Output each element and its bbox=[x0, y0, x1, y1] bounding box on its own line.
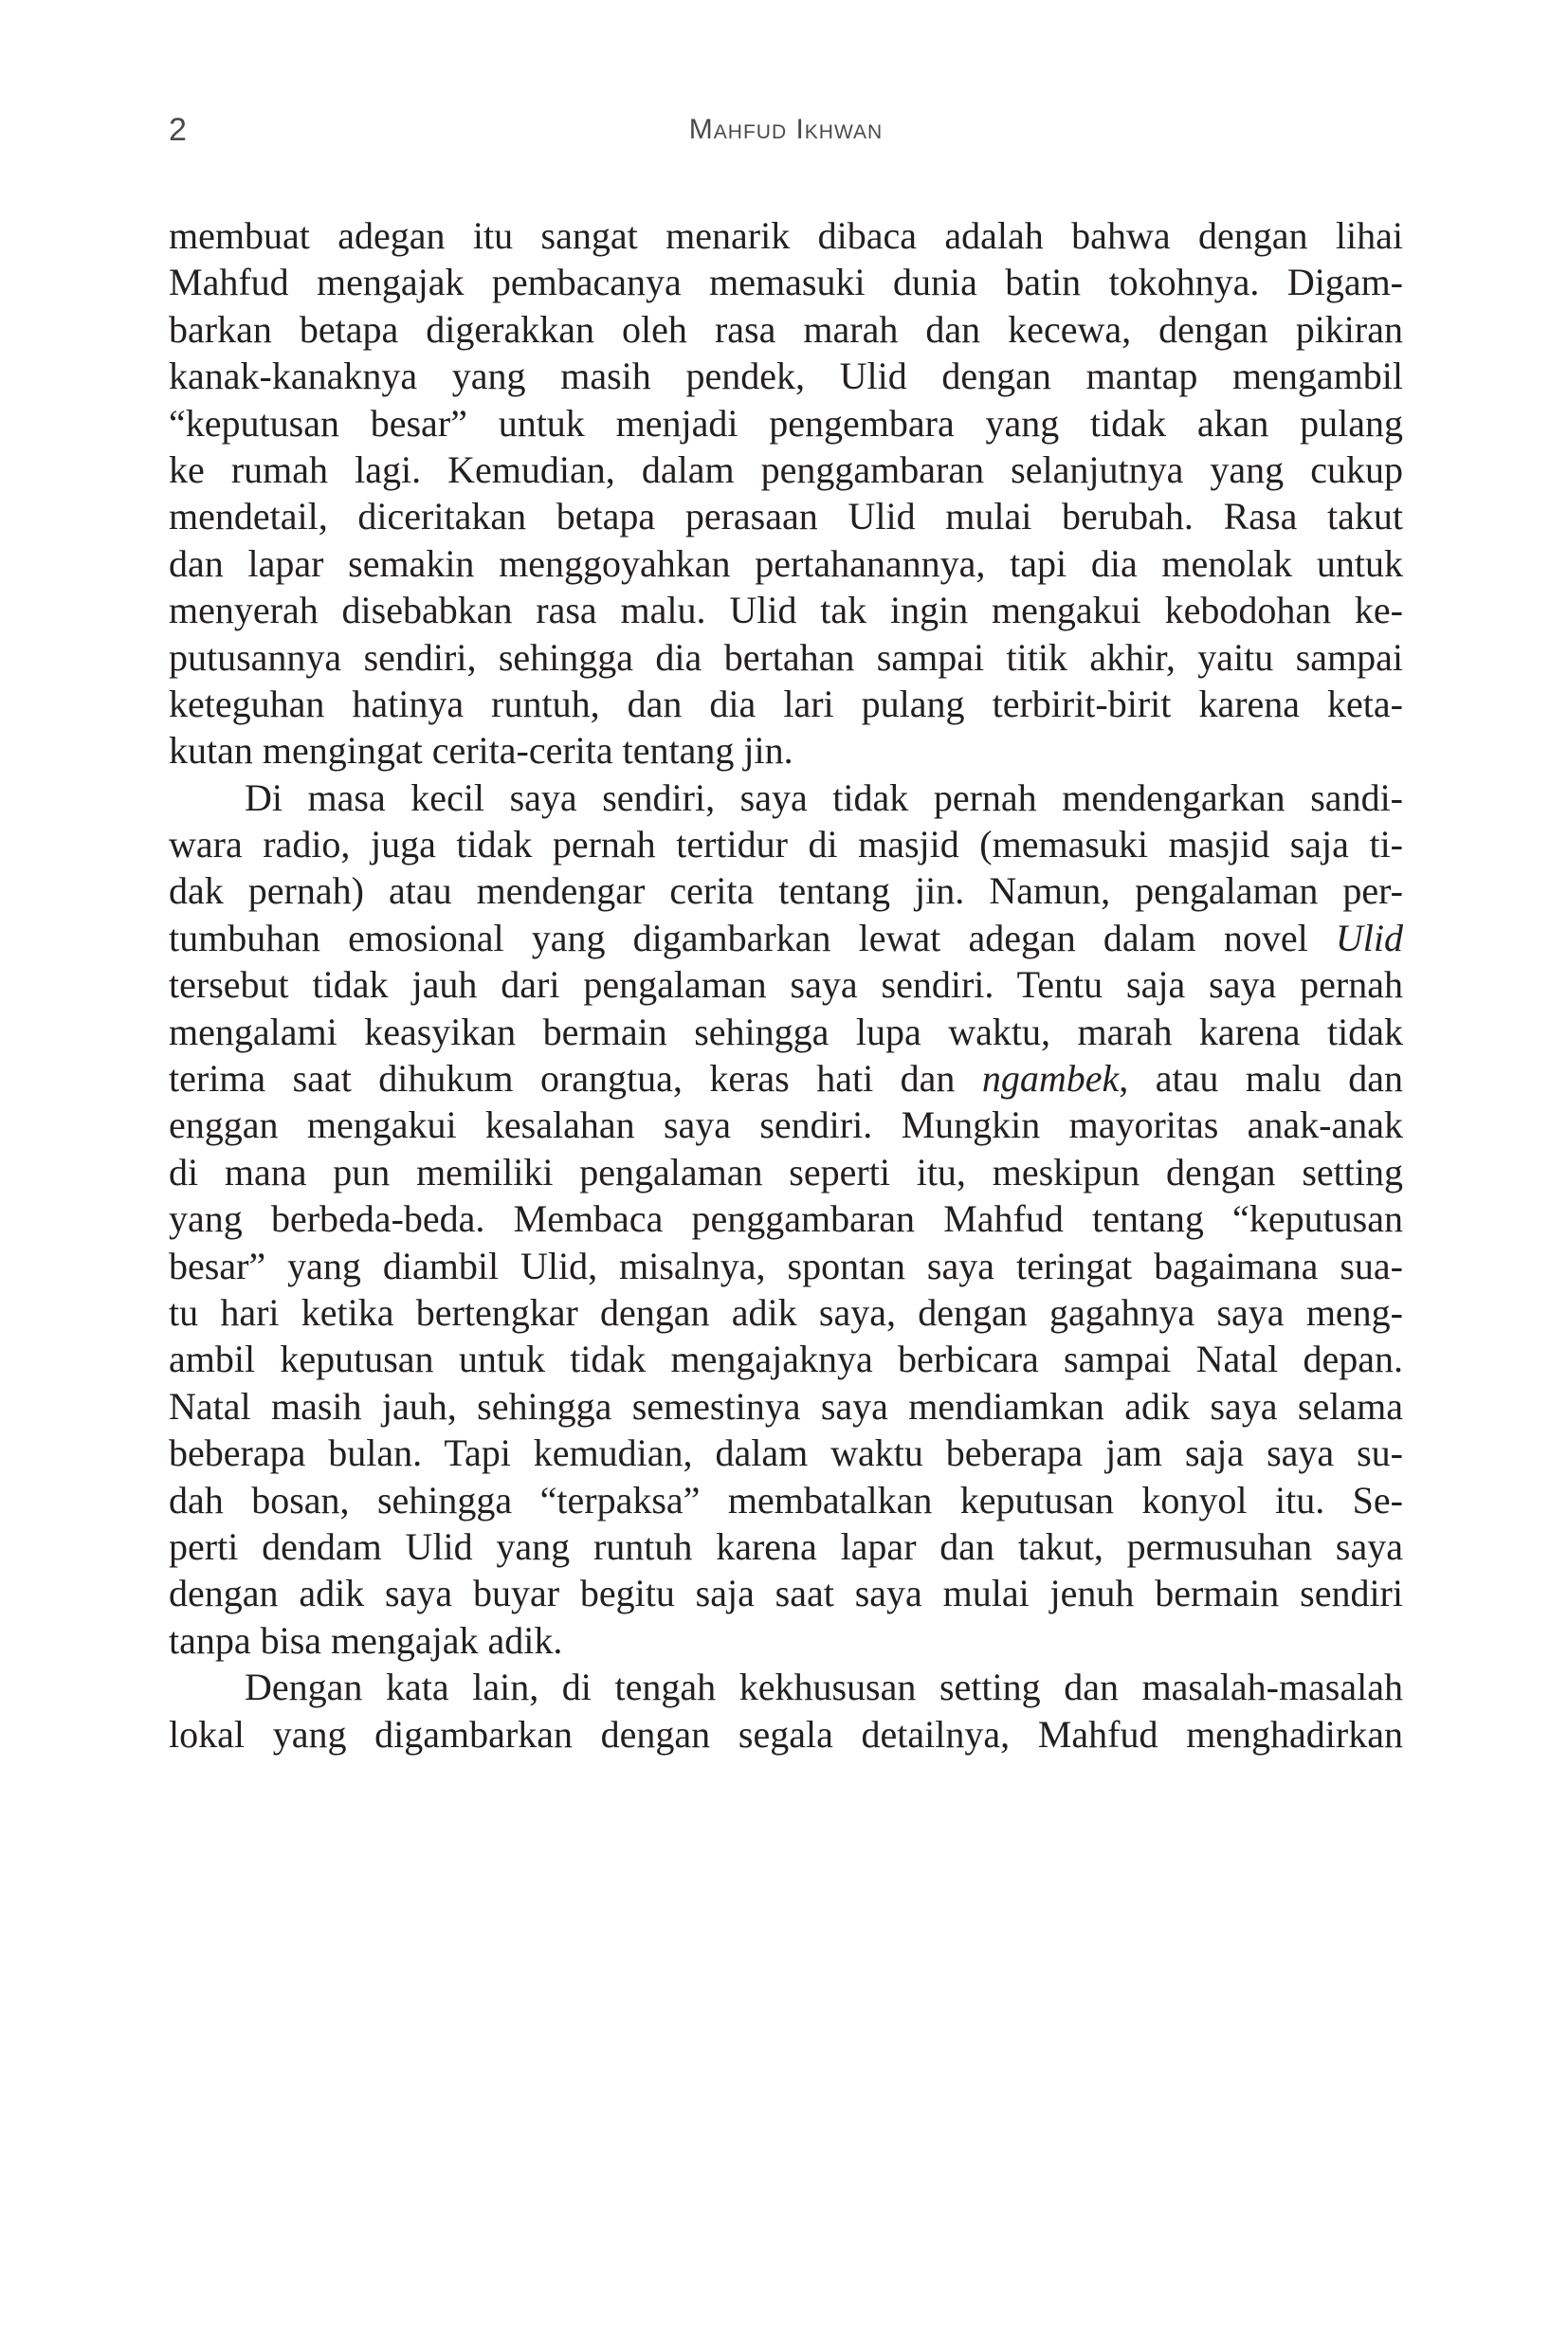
running-head bbox=[169, 106, 1403, 154]
text-line: Di masa kecil saya sendiri, saya tidak pernah mendengarkan sandi- bbox=[245, 775, 1403, 819]
text-line: di mana pun memiliki pengalaman seperti itu, meskipun dengan setting bbox=[169, 1150, 1403, 1194]
text-line: putusannya sendiri, sehingga dia bertahan sampai titik akhir, yaitu sampai bbox=[169, 635, 1403, 679]
text-line: beberapa bulan. Tapi kemudian, dalam waktu beberapa jam saja saya su- bbox=[169, 1431, 1403, 1475]
author-name: Mahfud Ikhwan bbox=[688, 114, 884, 145]
text-line bbox=[169, 1055, 1403, 1102]
text-line: dengan adik saya buyar begitu saja saat saya mulai jenuh bermain sendiri bbox=[169, 1572, 1403, 1615]
text-line: barkan betapa digerakkan oleh rasa marah dan kecewa, dengan pikiran bbox=[169, 307, 1403, 351]
text-line: ke rumah lagi. Kemudian, dalam penggambaran selanjutnya yang cukup bbox=[169, 447, 1403, 491]
paragraph-3 bbox=[169, 1664, 1403, 1758]
text-line: dah bosan, sehingga “terpaksa” membatalkan keputusan konyol itu. Se- bbox=[169, 1478, 1403, 1522]
text-line: kanak-kanaknya yang masih pendek, Ulid dengan mantap mengambil bbox=[169, 355, 1403, 398]
text-line: mendetail, diceritakan betapa perasaan Ulid mulai berubah. Rasa takut bbox=[169, 495, 1403, 538]
text-line: yang berbeda-beda. Membaca penggambaran Mahfud tentang “keputusan bbox=[169, 1197, 1403, 1241]
text-line: enggan mengakui kesalahan saya sendiri. Mungkin mayoritas anak-anak bbox=[169, 1103, 1403, 1147]
text-line: lokal yang digambarkan dengan segala detailnya, Mahfud menghadirkan bbox=[169, 1712, 1403, 1756]
paragraph-1 bbox=[169, 212, 1403, 775]
body-text bbox=[169, 212, 1403, 1758]
text-line: Mahfud mengajak pembacanya memasuki dunia batin tokohnya. Digam- bbox=[169, 261, 1403, 304]
text-line: keteguhan hatinya runtuh, dan dia lari pulang terbirit-birit karena keta- bbox=[169, 682, 1403, 725]
text-line: besar” yang diambil Ulid, misalnya, spontan saya teringat bagaimana sua- bbox=[169, 1244, 1403, 1287]
text-line: Natal masih jauh, sehingga semestinya saya mendiamkan adik saya selama bbox=[169, 1384, 1403, 1428]
text-line: dan lapar semakin menggoyahkan pertahanannya, tapi dia menolak untuk bbox=[169, 541, 1403, 585]
text-line: kutan mengingat cerita-cerita tentang jin. bbox=[169, 729, 793, 773]
text-line: Dengan kata lain, di tengah kekhususan setting dan masalah-masalah bbox=[245, 1666, 1403, 1709]
text-line: perti dendam Ulid yang runtuh karena lapar dan takut, permusuhan saya bbox=[169, 1524, 1403, 1568]
text-line: ambil keputusan untuk tidak mengajaknya berbicara sampai Natal depan. bbox=[169, 1338, 1403, 1381]
text-line: wara radio, juga tidak pernah tertidur di masjid (memasuki masjid saja ti- bbox=[169, 823, 1403, 866]
text-line: tersebut tidak jauh dari pengalaman saya sendiri. Tentu saja saya pernah bbox=[169, 963, 1403, 1007]
text-line: menyerah disebabkan rasa malu. Ulid tak ingin mengakui kebodohan ke- bbox=[169, 589, 1403, 632]
text-segment: terima saat dihukum orangtua, keras hati dan bbox=[169, 1057, 982, 1101]
text-segment: , atau malu dan bbox=[1119, 1057, 1403, 1101]
text-line: tu hari ketika bertengkar dengan adik saya, dengan gagahnya saya meng- bbox=[169, 1290, 1403, 1334]
text-line: membuat adegan itu sangat menarik dibaca adalah bahwa dengan lihai bbox=[169, 214, 1403, 257]
italic-title: Ulid bbox=[1335, 916, 1403, 959]
text-line bbox=[169, 915, 1403, 961]
paragraph-2 bbox=[169, 775, 1403, 1664]
text-line: “keputusan besar” untuk menjadi pengembara yang tidak akan pulang bbox=[169, 401, 1403, 445]
italic-term: ngambek bbox=[981, 1057, 1120, 1101]
text-line: dak pernah) atau mendengar cerita tentang jin. Namun, pengalaman per- bbox=[169, 869, 1403, 913]
page-number: 2 bbox=[169, 112, 187, 148]
text-line: mengalami keasyikan bermain sehingga lupa waktu, marah karena tidak bbox=[169, 1010, 1403, 1053]
text-line: tanpa bisa mengajak adik. bbox=[169, 1618, 563, 1662]
text-segment: tumbuhan emosional yang digambarkan lewat adegan dalam novel bbox=[169, 916, 1336, 959]
